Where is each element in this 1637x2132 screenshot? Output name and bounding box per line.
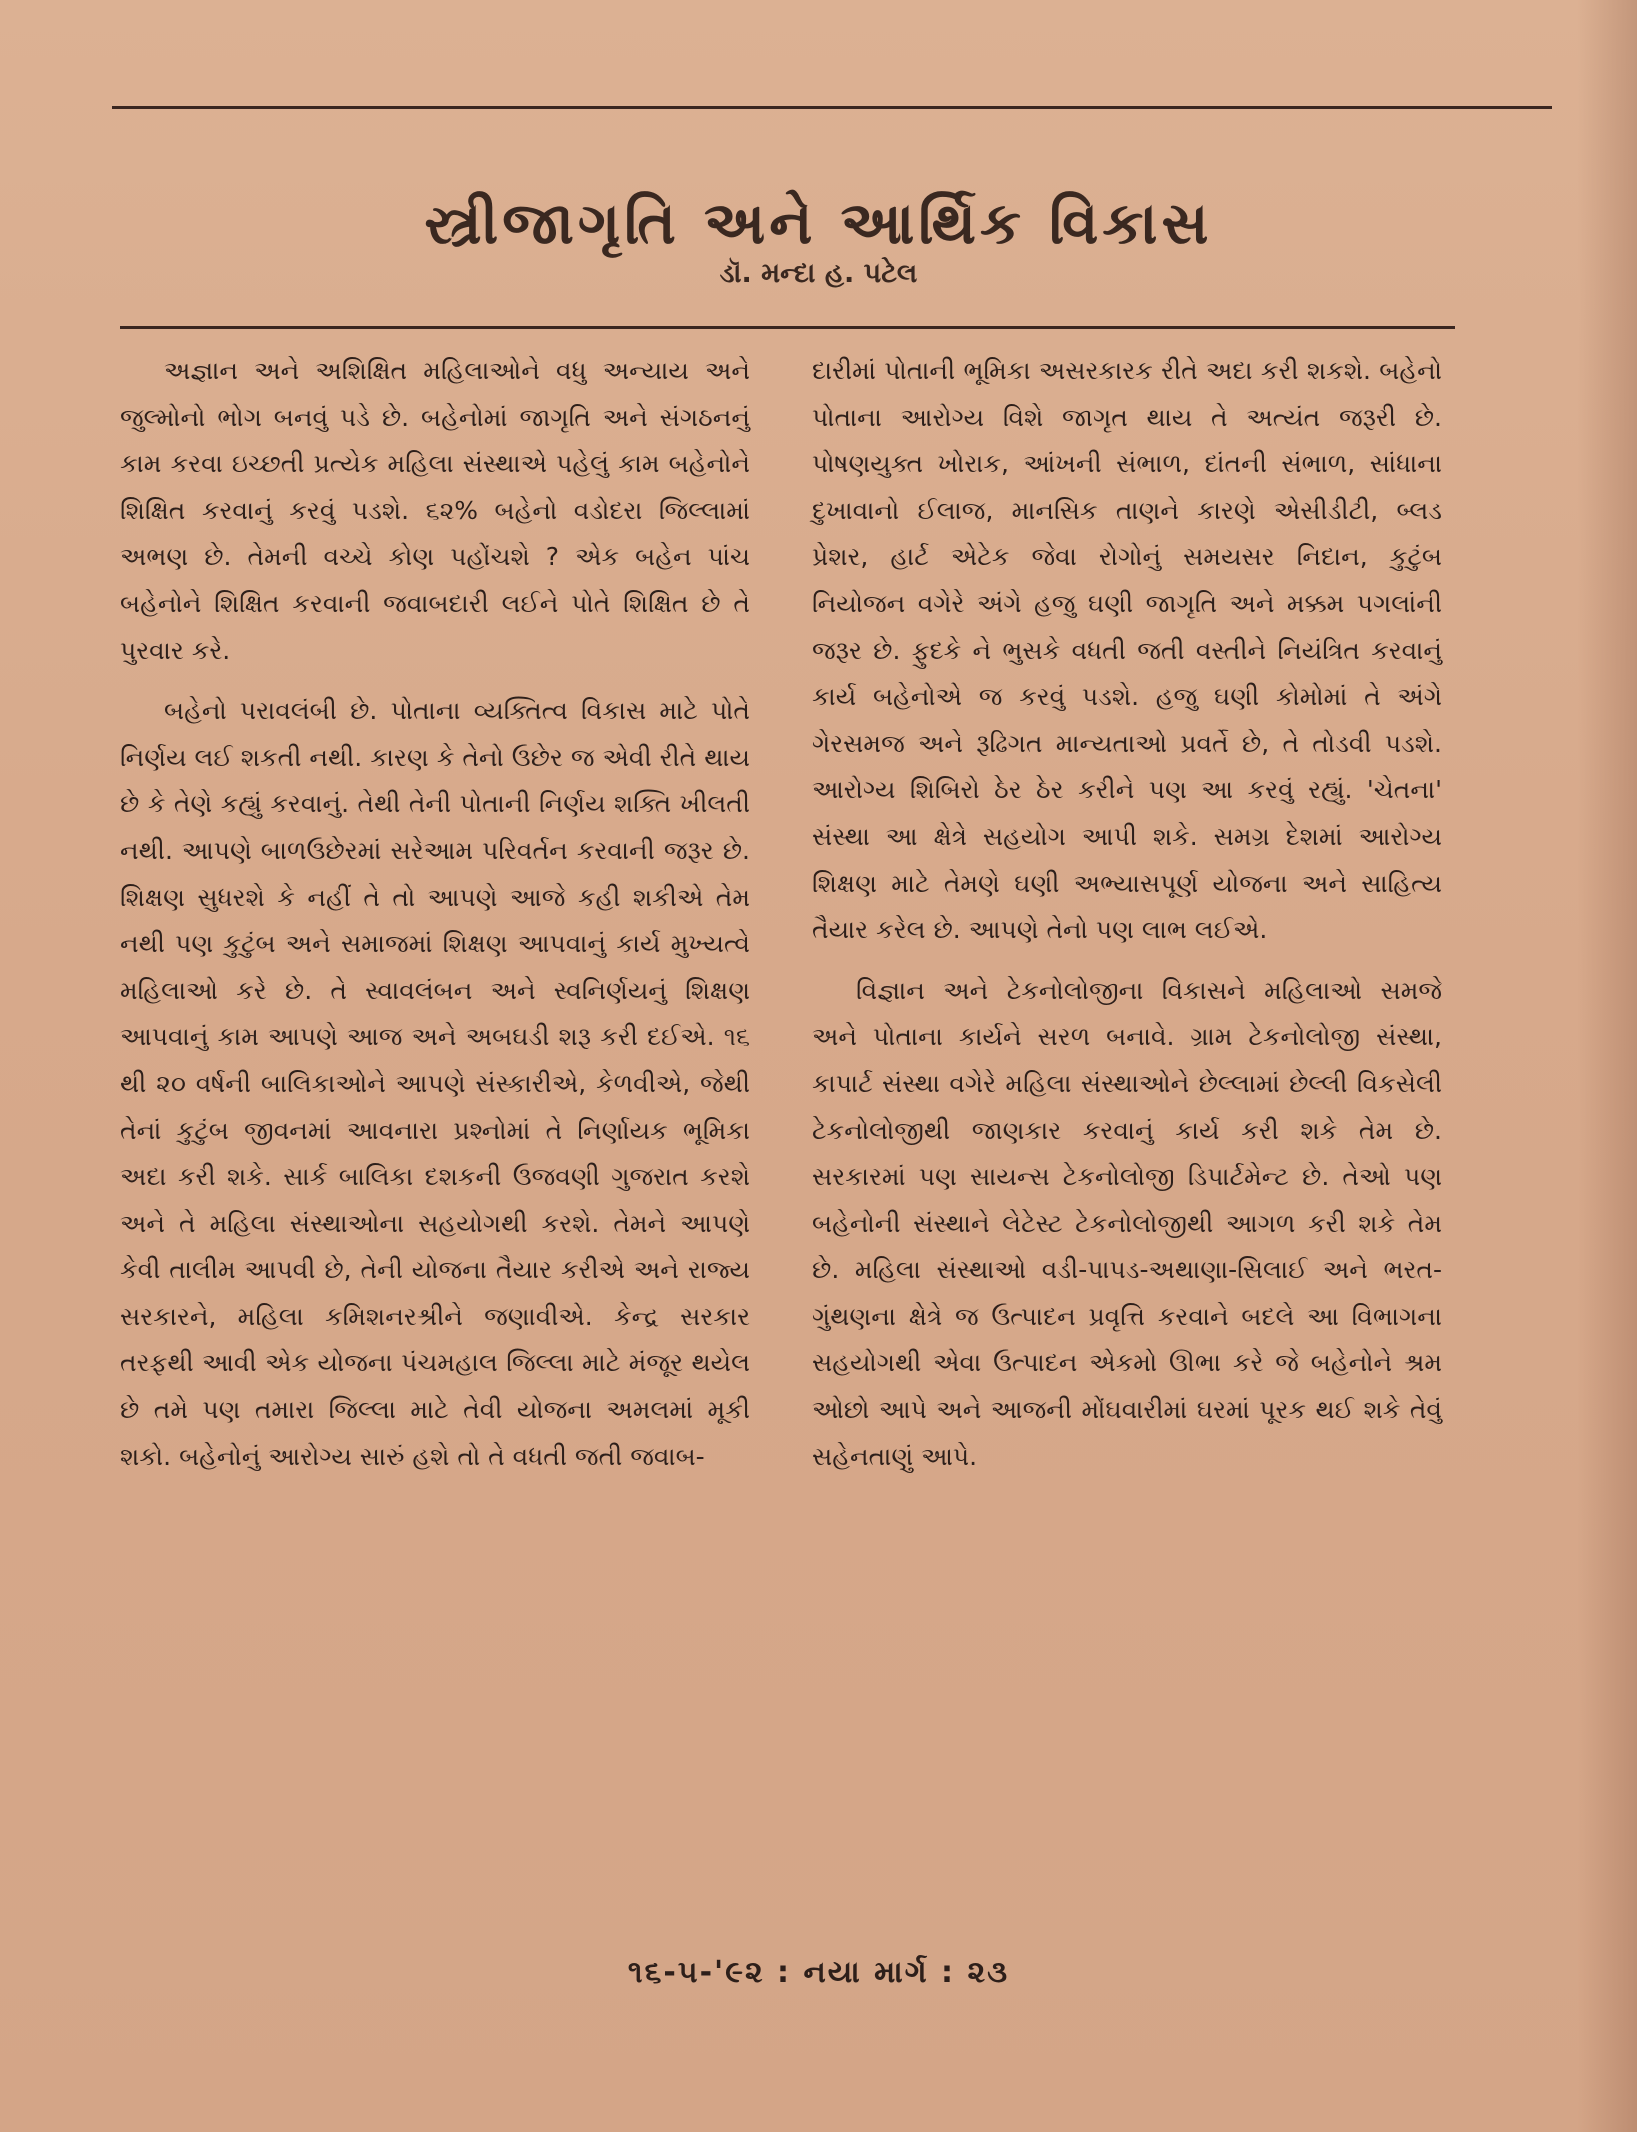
top-rule — [112, 106, 1552, 109]
paragraph: અજ્ઞાન અને અશિક્ષિત મહિલાઓને વધુ અન્યાય અને જુલ્મોનો ભોગ બનવું પડે છે. બહેનોમાં જાગૃતિ અને સંગઠનનું કામ કરવા ઇચ્છતી પ્રત્યેક મહિલા સંસ્થાએ પહેલું કામ બહેનોને શિક્ષિત કરવાનું કરવું પડશે. ૬૨% બહેનો વડોદરા જિલ્લામાં અભણ છે. તેમની વચ્ચે કોણ પહોંચશે ? એક બહેન પાંચ બહેનોને શિક્ષિત કરવાની જવાબદારી લઈને પોતે શિક્ષિત છે તે પુરવાર કરે. — [120, 356, 750, 665]
right-column — [812, 348, 1442, 1494]
article-title: સ્ત્રીજાગૃતિ અને આર્થિક વિકાસ — [424, 188, 1213, 257]
paragraph: દારીમાં પોતાની ભૂમિકા અસરકારક રીતે અદા કરી શકશે. બહેનો પોતાના આરોગ્ય વિશે જાગૃત થાય તે અત્યંત જરૂરી છે. પોષણયુક્ત ખોરાક, આંખની સંભાળ, દાંતની સંભાળ, સાંધાના દુખાવાનો ઈલાજ, માનસિક તાણને કારણે એસીડીટી, બ્લડ પ્રેશર, હાર્ટ એટેક જેવા રોગોનું સમયસર નિદાન, કુટુંબ નિયોજન વગેરે અંગે હજુ ઘણી જાગૃતિ અને મક્કમ પગલાંની જરૂર છે. ફુદકે ને ભુસકે વધતી જતી વસ્તીને નિયંત્રિત કરવાનું કાર્ય બહેનોએ જ કરવું પડશે. હજુ ઘણી કોમોમાં તે અંગે ગેરસમજ અને રૂઢિગત માન્યતાઓ પ્રવર્તે છે, તે તોડવી પડશે. આરોગ્ય શિબિરો ઠેર ઠેર કરીને પણ આ કરવું રહ્યું. 'ચેતના' સંસ્થા આ ક્ષેત્રે સહયોગ આપી શકે. સમગ્ર દેશમાં આરોગ્ય શિક્ષણ માટે તેમણે ઘણી અભ્યાસપૂર્ણ યોજના અને સાહિત્ય તૈયાર કરેલ છે. આપણે તેનો પણ લાભ લઈએ. — [812, 356, 1442, 945]
left-column — [120, 348, 750, 1494]
header-divider — [120, 326, 1455, 329]
paragraph: વિજ્ઞાન અને ટેકનોલોજીના વિકાસને મહિલાઓ સમજે અને પોતાના કાર્યને સરળ બનાવે. ગ્રામ ટેકનોલોજી સંસ્થા, કાપાર્ટ સંસ્થા વગેરે મહિલા સંસ્થાઓને છેલ્લામાં છેલ્લી વિકસેલી ટેકનોલોજીથી જાણકાર કરવાનું કાર્ય કરી શકે તેમ છે. સરકારમાં પણ સાયન્સ ટેકનોલોજી ડિપાર્ટમેન્ટ છે. તેઓ પણ બહેનોની સંસ્થાને લેટેસ્ટ ટેકનોલોજીથી આગળ કરી શકે તેમ છે. મહિલા સંસ્થાઓ વડી-પાપડ-અથાણા-સિલાઈ અને ભરત-ગુંથણના ક્ષેત્રે જ ઉત્પાદન પ્રવૃત્તિ કરવાને બદલે આ વિભાગના સહયોગથી એવા ઉત્પાદન એકમો ઊભા કરે જે બહેનોને શ્રમ ઓછો આપે અને આજની મોંઘવારીમાં ઘરમાં પૂરક થઈ શકે તેવું સહેનતાણું આપે. — [812, 975, 1442, 1471]
article-author: ડૉ. મન્દા હ. પટેલ — [719, 258, 918, 289]
page-footer: ૧૬-૫-'૯૨ : નયા માર્ગ : ૨૩ — [627, 1955, 1010, 1990]
paragraph: બહેનો પરાવલંબી છે. પોતાના વ્યક્તિત્વ વિકાસ માટે પોતે નિર્ણય લઈ શકતી નથી. કારણ કે તેનો ઉછેર જ એવી રીતે થાય છે કે તેણે કહ્યું કરવાનું. તેથી તેની પોતાની નિર્ણય શક્તિ ખીલતી નથી. આપણે બાળઉછેરમાં સરેઆમ પરિવર્તન કરવાની જરૂર છે. શિક્ષણ સુધરશે કે નહીં તે તો આપણે આજે કહી શકીએ તેમ નથી પણ કુટુંબ અને સમાજમાં શિક્ષણ આપવાનું કાર્ય મુખ્યત્વે મહિલાઓ કરે છે. તે સ્વાવલંબન અને સ્વનિર્ણયનું શિક્ષણ આપવાનું કામ આપણે આજ અને અબઘડી શરૂ કરી દઈએ. ૧૬ થી ૨૦ વર્ષની બાલિકાઓને આપણે સંસ્કારીએ, કેળવીએ, જેથી તેનાં કુટુંબ જીવનમાં આવનારા પ્રશ્નોમાં તે નિર્ણાયક ભૂમિકા અદા કરી શકે. સાર્ક બાલિકા દશકની ઉજવણી ગુજરાત કરશે અને તે મહિલા સંસ્થાઓના સહયોગથી કરશે. તેમને આપણે કેવી તાલીમ આપવી છે, તેની યોજના તૈયાર કરીએ અને રાજ્ય સરકારને, મહિલા કમિશનરશ્રીને જણાવીએ. કેન્દ્ર સરકાર તરફથી આવી એક યોજના પંચમહાલ જિલ્લા માટે મંજૂર થયેલ છે તમે પણ તમારા જિલ્લા માટે તેવી યોજના અમલમાં મૂકી શકો. બહેનોનું આરોગ્ય સારું હશે તો તે વધતી જતી જવાબ- — [120, 696, 750, 1471]
